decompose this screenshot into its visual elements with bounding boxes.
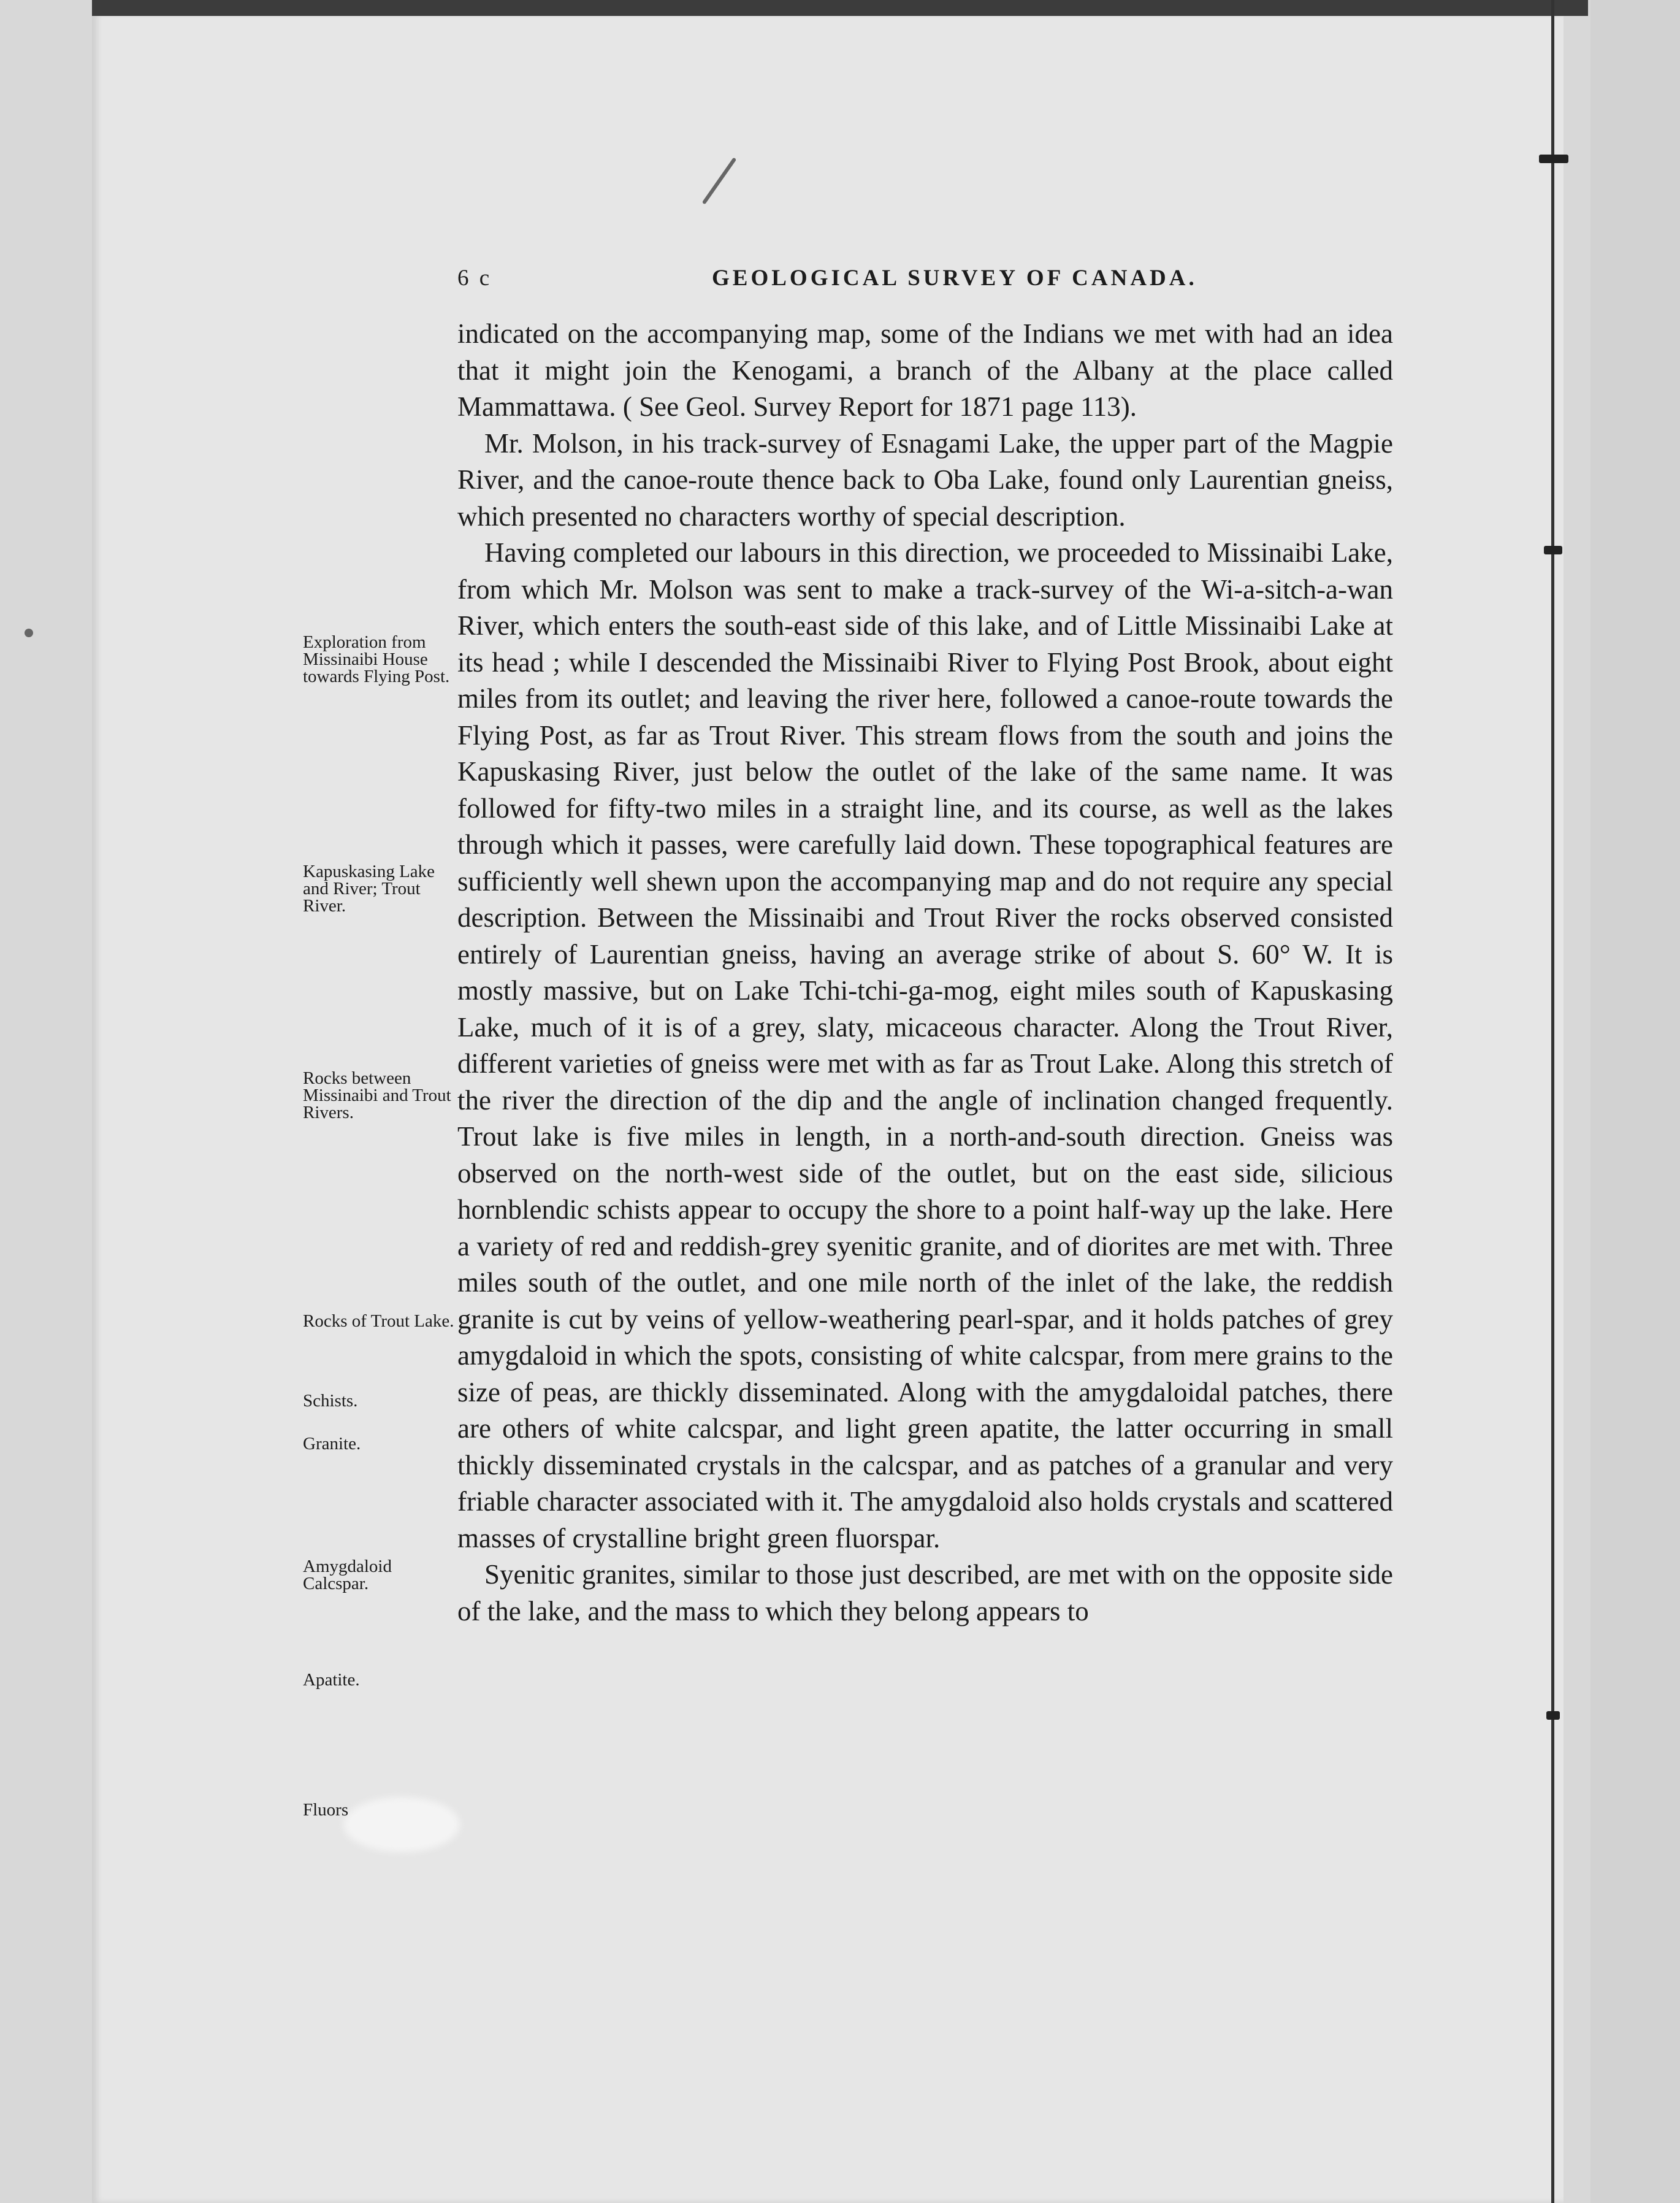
marginal-note-exploration: Exploration from Missinaibi House towards Flying Post. (303, 632, 450, 686)
marginal-note-schists: Schists. (303, 1391, 358, 1411)
marginal-note-amygdaloid: Amygdaloid Calcspar. (303, 1557, 392, 1593)
edge-tick-mark (1546, 1711, 1560, 1720)
paragraph: Having completed our labours in this direction, we proceeded to Missinaibi Lake, from which Mr. Molson was sent to make a track-survey of the Wi-a-sitch-a-wan River, which enters the south-east side of this lake, and of Little Missinaibi Lake at its head ; while I descended the Missinaibi River to Flying Post Brook, about eight miles from its outlet; and leaving the river here, followed a canoe-route towards the Flying Post, as far as Trout River. This stream flows from the south and joins the Kapuskasing River, just below the outlet of the lake of the same name. It was followed for fifty-two miles in a straight line, and its course, as well as the lakes through which it passes, were carefully laid down. These topographical features are sufficiently well shewn upon the accompanying map and do not require any special description. Between the Missinaibi and Trout River the rocks observed consisted entirely of Laurentian gneiss, having an average strike of about S. 60° W. It is mostly massive, but on Lake Tchi-tchi-ga-mog, eight miles south of Kapuskasing Lake, much of it is of a grey, slaty, micaceous character. Along the Trout River, different varieties of gneiss were met with as far as Trout Lake. Along this stretch of the river the direction of the dip and the angle of inclination changed frequently. Trout lake is five miles in length, in a north-and-south direction. Gneiss was observed on the north-west side of the outlet, but on the east side, silicious hornblendic schists appear to occupy the shore to a point half-way up the lake. Here a variety of red and reddish-grey syenitic granite, and of diorites are met with. Three miles south of the outlet, and one mile north of the inlet of the lake, the reddish granite is cut by veins of yellow-weathering pearl-spar, and it holds patches of grey amygdaloid in which the spots, consisting of white calcspar, from mere grains to the size of peas, are thickly disseminated. Along with the amygdaloidal patches, there are others of white calcspar, and light green apatite, the latter occurring in small thickly disseminated crystals in the calcspar, and as patches of a granular and very friable character associated with it. The amygdaloid also holds crystals and scattered masses of crystalline bright green fluorspar. (457, 537, 1393, 1554)
running-header (457, 265, 1393, 296)
facing-page-edge (1590, 0, 1680, 2203)
marginal-note-fluorspar: Fluors (303, 1800, 349, 1820)
edge-tick-mark (1539, 155, 1568, 163)
scan-top-edge (92, 0, 1588, 16)
marginal-note-rocks-trout-lake: Rocks of Trout Lake. (303, 1311, 454, 1331)
paragraph: Mr. Molson, in his track-survey of Esnagami Lake, the upper part of the Magpie River, and the canoe-route thence back to Oba Lake, found only Laurentian gneiss, which presented no characters worthy of special description. (457, 427, 1393, 532)
paragraph: Syenitic granites, similar to those just described, are met with on the opposite side of the lake, and the mass to which they belong appears to (457, 1559, 1393, 1626)
marginal-note-apatite: Apatite. (303, 1670, 360, 1690)
marginal-note-rocks-between: Rocks between Missinaibi and Trout Rivers. (303, 1068, 451, 1122)
page-folio: 6 c (457, 266, 492, 291)
running-title: GEOLOGICAL SURVEY OF CANADA. (712, 266, 1197, 291)
marginal-note-kapuskasing: Kapuskasing Lake and River; Trout River. (303, 862, 435, 916)
body-text (457, 316, 1393, 1630)
page-edge-rule (1551, 0, 1554, 2203)
edge-tick-mark (1544, 546, 1562, 554)
scan-speck (25, 629, 33, 637)
paragraph: indicated on the accompanying map, some of the Indians we met with had an idea that it might join the Kenogami, a branch of the Albany at the place called Mammattawa. ( See Geol. Survey Report for 1871 page 113). (457, 318, 1393, 422)
marginal-note-granite: Granite. (303, 1434, 361, 1454)
